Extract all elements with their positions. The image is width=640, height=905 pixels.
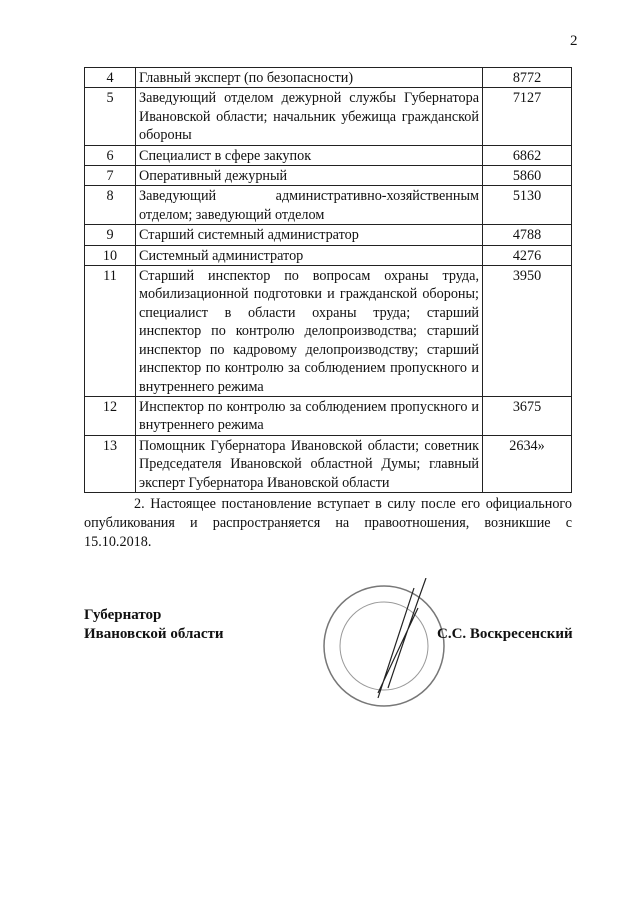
row-number: 5 xyxy=(85,88,136,145)
row-number: 8 xyxy=(85,186,136,225)
page-number: 2 xyxy=(570,33,578,49)
salary-value: 4788 xyxy=(483,225,572,245)
signatory-name: С.С. Воскресенский xyxy=(437,625,573,642)
salary-value: 5130 xyxy=(483,186,572,225)
position-title: Старший системный администратор xyxy=(136,225,483,245)
salary-value: 8772 xyxy=(483,68,572,88)
salary-value: 7127 xyxy=(483,88,572,145)
row-number: 6 xyxy=(85,145,136,165)
row-number: 9 xyxy=(85,225,136,245)
position-line-2: Ивановской области xyxy=(84,625,224,642)
position-title: Системный администратор xyxy=(136,245,483,265)
salary-value: 6862 xyxy=(483,145,572,165)
clause-2: 2. Настоящее постановление вступает в силу после его официального опубликования и распространяется на правоотношения, возникшие с 15.10.2018. xyxy=(84,495,572,550)
position-title: Старший инспектор по вопросам охраны труда, мобилизационной подготовки и гражданской обороны; специалист в области охраны труда; старший инспектор по контролю делопроизводства; старший инспектор по кадровому делопроизводству; старший инспектор по контролю за соблюдением пропускного и внутреннего режима xyxy=(136,266,483,397)
document-body xyxy=(84,67,572,716)
position-title: Инспектор по контролю за соблюдением пропускного и внутреннего режима xyxy=(136,396,483,435)
position-title: Заведующий отделом дежурной службы Губернатора Ивановской области; начальник убежища гражданской обороны xyxy=(136,88,483,145)
table-row xyxy=(85,266,572,397)
table-row xyxy=(85,88,572,145)
position-title: Оперативный дежурный xyxy=(136,166,483,186)
table-row xyxy=(85,186,572,225)
position-title: Специалист в сфере закупок xyxy=(136,145,483,165)
salary-table xyxy=(84,67,572,493)
official-stamp-icon xyxy=(318,578,458,718)
table-row xyxy=(85,145,572,165)
salary-value: 3950 xyxy=(483,266,572,397)
position-line-1: Губернатор xyxy=(84,606,162,623)
row-number: 13 xyxy=(85,435,136,492)
salary-value: 5860 xyxy=(483,166,572,186)
signatory-position xyxy=(84,606,224,644)
row-number: 10 xyxy=(85,245,136,265)
position-title: Главный эксперт (по безопасности) xyxy=(136,68,483,88)
salary-value: 2634» xyxy=(483,435,572,492)
salary-value: 3675 xyxy=(483,396,572,435)
position-title: Помощник Губернатора Ивановской области; советник Председателя Ивановской областной Думы; главный эксперт Губернатора Ивановской области xyxy=(136,435,483,492)
position-title: Заведующий административно-хозяйственным отделом; заведующий отделом xyxy=(136,186,483,225)
table-row xyxy=(85,68,572,88)
salary-value: 4276 xyxy=(483,245,572,265)
row-number: 4 xyxy=(85,68,136,88)
row-number: 11 xyxy=(85,266,136,397)
table-row xyxy=(85,166,572,186)
table-row xyxy=(85,245,572,265)
row-number: 7 xyxy=(85,166,136,186)
table-row xyxy=(85,435,572,492)
table-row xyxy=(85,225,572,245)
signature-block xyxy=(84,596,572,716)
row-number: 12 xyxy=(85,396,136,435)
table-row xyxy=(85,396,572,435)
